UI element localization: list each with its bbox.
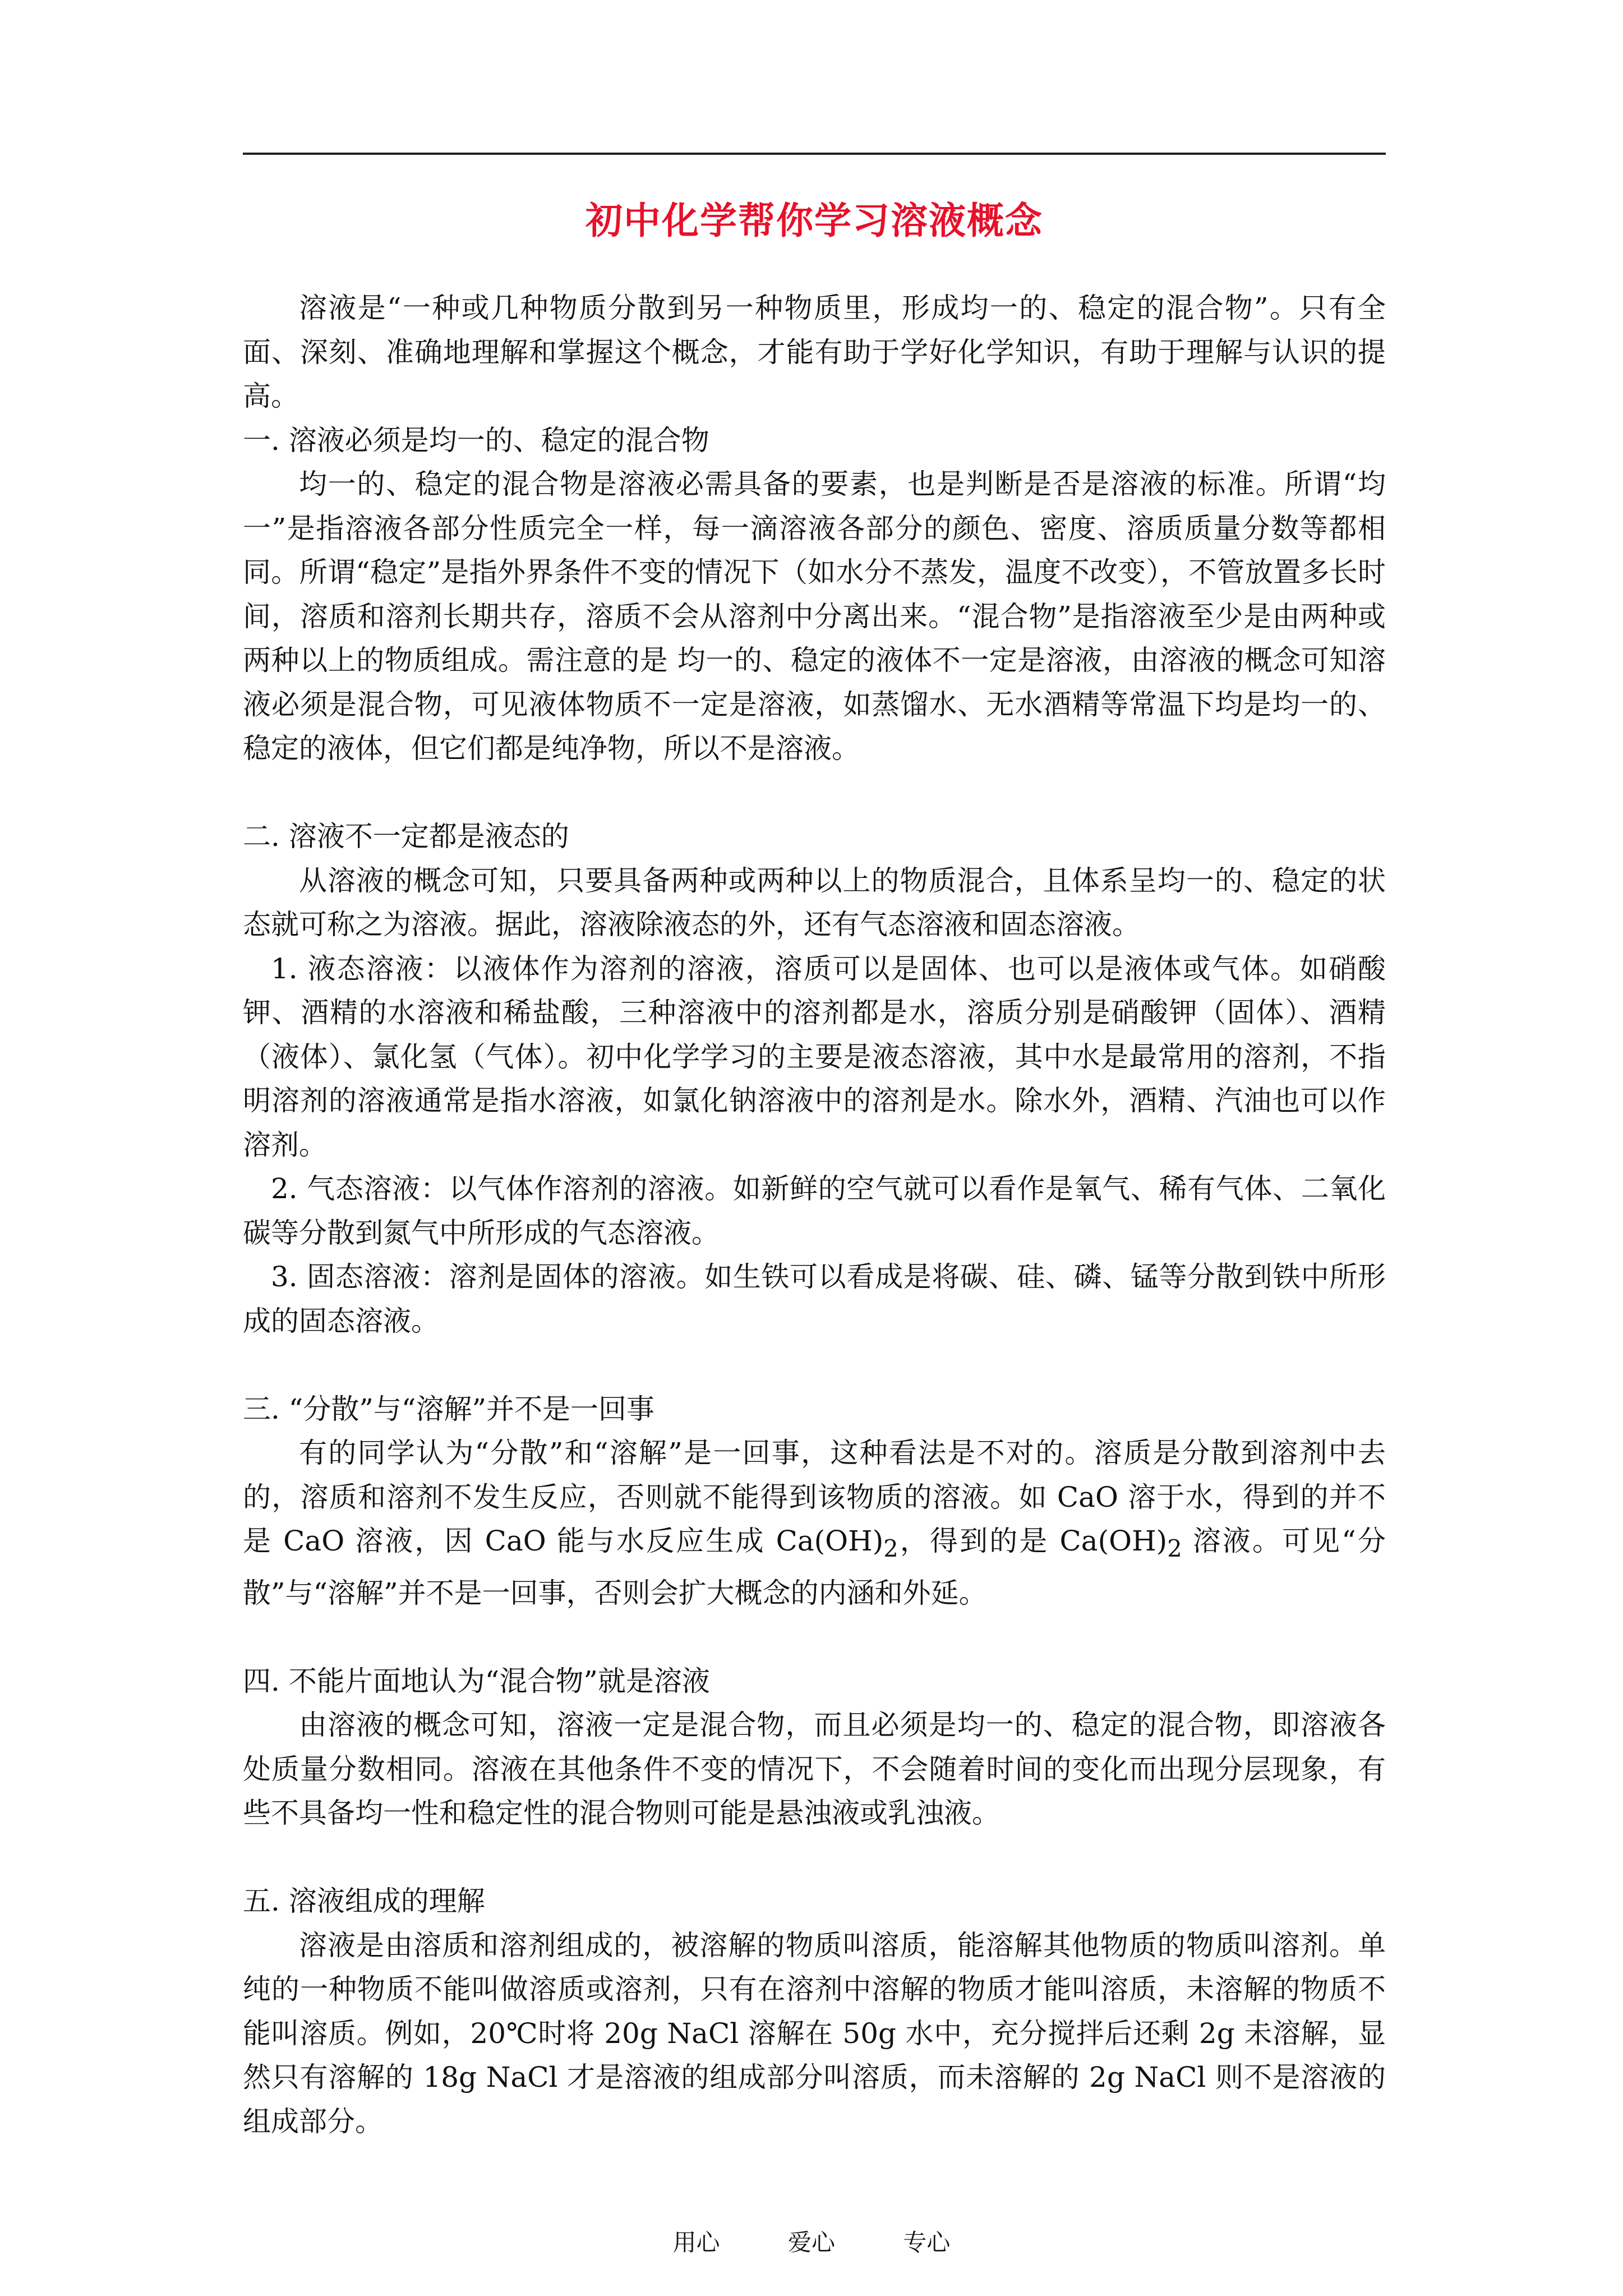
header-rule bbox=[243, 153, 1386, 155]
footer-word: 爱心 bbox=[787, 2229, 835, 2256]
section-5-heading: 五. 溶液组成的理解 bbox=[243, 1885, 485, 1917]
section-2-item-gas: 2. 气态溶液：以气体作溶剂的溶液。如新鲜的空气就可以看作是氧气、稀有气体、二氧化碳等分散到氮气中所形成的气态溶液。 bbox=[243, 1172, 1386, 1249]
subscript-2: 2 bbox=[1167, 1535, 1182, 1562]
blank-line bbox=[243, 1615, 1386, 1659]
blank-line bbox=[243, 1835, 1386, 1880]
section-4-paragraph: 由溶液的概念可知，溶液一定是混合物，而且必须是均一的、稳定的混合物，即溶液各处质量分数相同。溶液在其他条件不变的情况下，不会随着时间的变化而出现分层现象，有些不具备均一性和稳定性的混合物则可能是悬浊液或乳浊液。 bbox=[243, 1709, 1386, 1829]
blank-line bbox=[243, 771, 1386, 815]
section-3-text-a: 有的同学认为“分散”和“溶解”是一回事，这种看法是不对的。溶质是分散到溶剂中去的，溶质和溶剂不发生反应，否则就不能得到该物质的溶液。如 CaO 溶于水，得到的并不是 CaO 溶液，因 CaO 能与水反应生成 Ca(OH) bbox=[243, 1437, 1386, 1557]
footer-word: 用心 bbox=[672, 2229, 720, 2256]
section-3-heading: 三. “分散”与“溶解”并不是一回事 bbox=[243, 1392, 655, 1425]
section-1-heading: 一. 溶液必须是均一的、稳定的混合物 bbox=[243, 424, 709, 457]
blank-line bbox=[243, 1343, 1386, 1387]
section-3-text-c: 溶液。可见“分散”与“溶解”并不是一回事，否则会扩大概念的内涵和外延。 bbox=[243, 1525, 1386, 1609]
page-footer bbox=[0, 2224, 1623, 2258]
subscript-2: 2 bbox=[883, 1535, 898, 1562]
section-4-heading: 四. 不能片面地认为“混合物”就是溶液 bbox=[243, 1664, 710, 1697]
section-2-paragraph: 从溶液的概念可知，只要具备两种或两种以上的物质混合，且体系呈均一的、稳定的状态就可称之为溶液。据此，溶液除液态的外，还有气态溶液和固态溶液。 bbox=[243, 864, 1386, 941]
section-1-paragraph: 均一的、稳定的混合物是溶液必需具备的要素，也是判断是否是溶液的标准。所谓“均一”是指溶液各部分性质完全一样，每一滴溶液各部分的颜色、密度、溶质质量分数等都相同。所谓“稳定”是指外界条件不变的情况下（如水分不蒸发，温度不改变），不管放置多长时间，溶质和溶剂长期共存，溶质不会从溶剂中分离出来。“混合物”是指溶液至少是由两种或两种以上的物质组成。需注意的是 均一的、稳定的液体不一定是溶液，由溶液的概念可知溶液必须是混合物，可见液体物质不一定是溶液，如蒸馏水、无水酒精等常温下均是均一的、稳定的液体，但它们都是纯净物，所以不是溶液。 bbox=[243, 468, 1386, 765]
document-body bbox=[243, 286, 1386, 2143]
section-5-paragraph: 溶液是由溶质和溶剂组成的，被溶解的物质叫溶质，能溶解其他物质的物质叫溶剂。单纯的一种物质不能叫做溶质或溶剂，只有在溶剂中溶解的物质才能叫溶质，未溶解的物质不能叫溶质。例如，20℃时将 20g NaCl 溶解在 50g 水中，充分搅拌后还剩 2g 未溶解，显然只有溶解的 18g NaCl 才是溶液的组成部分叫溶质，而未溶解的 2g NaCl 则不是溶液的组成部分。 bbox=[243, 1929, 1386, 2138]
document-title: 初中化学帮你学习溶液概念 bbox=[585, 199, 1043, 242]
section-3-paragraph bbox=[243, 1431, 1386, 1615]
section-3-text-b: ，得到的是 Ca(OH) bbox=[898, 1525, 1168, 1557]
section-2-item-solid: 3. 固态溶液：溶剂是固体的溶液。如生铁可以看成是将碳、硅、磷、锰等分散到铁中所形成的固态溶液。 bbox=[243, 1260, 1386, 1337]
section-2-heading: 二. 溶液不一定都是液态的 bbox=[243, 820, 569, 853]
footer-word: 专心 bbox=[903, 2229, 951, 2256]
intro-paragraph: 溶液是“一种或几种物质分散到另一种物质里，形成均一的、稳定的混合物”。只有全面、深刻、准确地理解和掌握这个概念，才能有助于学好化学知识，有助于理解与认识的提高。 bbox=[243, 292, 1386, 412]
section-2-item-liquid: 1. 液态溶液：以液体作为溶剂的溶液，溶质可以是固体、也可以是液体或气体。如硝酸钾、酒精的水溶液和稀盐酸，三种溶液中的溶剂都是水，溶质分别是硝酸钾（固体）、酒精（液体）、氯化氢（气体）。初中化学学习的主要是液态溶液，其中水是最常用的溶剂，不指明溶剂的溶液通常是指水溶液，如氯化钠溶液中的溶剂是水。除水外，酒精、汽油也可以作溶剂。 bbox=[243, 952, 1386, 1161]
